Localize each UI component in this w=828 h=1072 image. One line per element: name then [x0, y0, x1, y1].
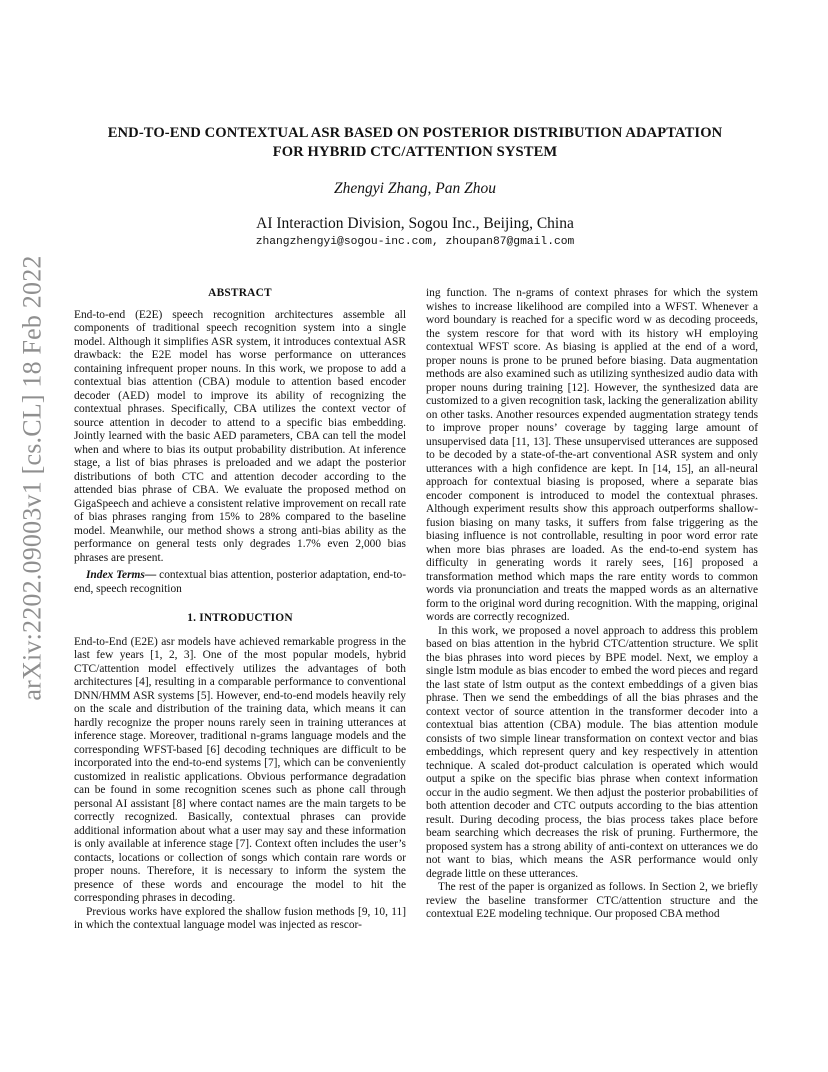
- index-terms-text: contextual bias attention, posterior adaptation, end-to-end, speech recognition: [74, 569, 406, 595]
- abstract-text: End-to-end (E2E) speech recognition architectures assemble all components of traditional speech recognition system into a single model. Although it simplifies ASR system, it introduces contextual ASR drawback: the E2E model has worse performance on utterances containing infrequent proper nouns. In this work, we propose to add a contextual bias attention (CBA) module to attention based encoder decoder (AED) model to improve its ability of recognizing the contextual phrases. Specifically, CBA utilizes the context vector of source attention in decoder to attend to a specific bias embedding. Jointly learned with the basic AED parameters, CBA can tell the model when and where to bias its output probability distribution. At inference stage, a list of bias phrases is preloaded and we adapt the posterior distributions of both CTC and attention decoder according to the attended bias phrase of CBA. We evaluate the proposed method on GigaSpeech and achieve a consistent relative improvement on recall rate of bias phrases ranging from 15% to 28% compared to the baseline model. Meanwhile, our method shows a strong anti-bias ability as the performance on general tests only degrades 1.7% even 2,000 bias phrases are present.: [74, 308, 406, 564]
- right-column: [426, 287, 758, 922]
- index-terms-label: Index Terms—: [86, 569, 157, 581]
- author-emails: zhangzhengyi@sogou-inc.com, zhoupan87@gmail.com: [255, 236, 575, 248]
- intro-paragraph-3: In this work, we proposed a novel approach to address this problem based on bias attention in the hybrid CTC/attention structure. We split the bias phrases into word pieces by BPE model. Next, we employ a single lstm module as bias encoder to embed the word pieces and regard the last state of lstm output as the context embeddings of a given bias phrase. Then we send the embeddings of all the bias phrases and the context vector of source attention in the transformer decoder into a contextual bias attention (CBA) module. The bias attention module consists of two simple linear transformation on context vector and bias embeddings, which represent query and key respectively in attention technique. A scaled dot-product calculation is operated which would output a spike on the specific bias phrase when context information occur in the audio segment. We then adjust the posterior probabilities of both attention decoder and CTC outputs according to the bias attention result. During decoding process, the bias process takes place before beam searching which decreases the risk of pruning. Furthermore, the proposed system has a strong ability of anti-context on utterances we do not want to bias, which means the ASR performance would only degrade little on these utterances.: [426, 624, 758, 880]
- arxiv-sidebar-stamp: [10, 256, 56, 700]
- intro-paragraph-4: The rest of the paper is organized as follows. In Section 2, we briefly review the baseline transformer CTC/attention structure and the contextual E2E modeling technique. Our proposed CBA method: [426, 881, 758, 920]
- left-column: [74, 287, 406, 933]
- abstract-heading: ABSTRACT: [208, 287, 272, 299]
- introduction-heading: 1. INTRODUCTION: [187, 612, 293, 624]
- index-terms: [74, 569, 406, 596]
- intro-paragraph-2: Previous works have explored the shallow fusion methods [9, 10, 11] in which the contextual language model was injected as rescor-: [74, 905, 406, 931]
- intro-paragraph-2-continued: ing function. The n-grams of context phrases for which the system wishes to increase likelihood are compiled into a WFST. Whenever a word boundary is reached for a specific word w as decoding proceeds, the system rescore for that word with its history wH employing contextual WFST score. As biasing is applied at the end of a word, proper nouns is prone to be pruned before biasing. Data augmentation methods are also examined such as utilizing synthesized audio data with proper nouns during training [12]. However, the synthesized data are customized to a given recognition task, lacking the generalization ability on other tasks. Another resources expended augmentation strategy tends to improve proper nouns’ coverage by tagging large amount of unsupervised data [11, 13]. These unsupervised utterances are supposed to be decoded by a state-of-the-art conventional ASR system and only utterances with a high confidence are kept. In [14, 15], an all-neural approach for contextual biasing is proposed, where a separate bias encoder component is introduced to model the contextual phrases. Although experiment results show this approach outperforms shallow-fusion biasing on many tasks, it suffers from false triggering as the biasing influence is not controllable, resulting in poor word error rate when more bias phrases are loaded. As the end-to-end system has difficulty in generating words it rarely sees, [16] proposed a transformation method which maps the rare entity words to common words via pronunciation and treats the mapped words as an alternative form to the original word during recognition. With the mapping, original words are correctly recognized.: [426, 287, 758, 623]
- title-line-2: FOR HYBRID CTC/ATTENTION SYSTEM: [272, 144, 558, 160]
- arxiv-id: arXiv:2202.09003v1 [cs.CL] 18 Feb 2022: [18, 255, 48, 701]
- title-line-1: END-TO-END CONTEXTUAL ASR BASED ON POSTERIOR DISTRIBUTION ADAPTATION: [107, 125, 723, 141]
- affiliation: AI Interaction Division, Sogou Inc., Beijing, China: [256, 215, 574, 232]
- authors: Zhengyi Zhang, Pan Zhou: [334, 180, 496, 197]
- intro-paragraph-1: End-to-End (E2E) asr models have achieved remarkable progress in the last few years [1, 2, 3]. One of the most popular models, hybrid CTC/attention model effectively utilizes the advantages of both architectures [4], resulting in a comparable performance to conventional DNN/HMM ASR systems [5]. However, end-to-end models heavily rely on the scale and distribution of the training data, which means it can hardly recognize the proper nouns rarely seen in training utterances at inference stage. Moreover, traditional n-grams language models and the corresponding WFST-based [6] decoding techniques are difficult to be incorporated into the end-to-end systems [7], which can be conveniently customized in realistic applications. Obvious performance degradation can be found in some recognition scenes such as phone call through personal AI assistant [8] where contact names are the main targets to be correctly recognized. Basically, contextual phrases can provide additional information about what a user may say and these information is only available at inference stage [7]. Context often includes the user’s contacts, locations or collection of songs which contain rare words or proper nouns. Therefore, it is necessary to inform the system the presence of these words and encourage the model to hit the corresponding phrases in decoding.: [74, 635, 406, 904]
- paper-title: [70, 124, 760, 162]
